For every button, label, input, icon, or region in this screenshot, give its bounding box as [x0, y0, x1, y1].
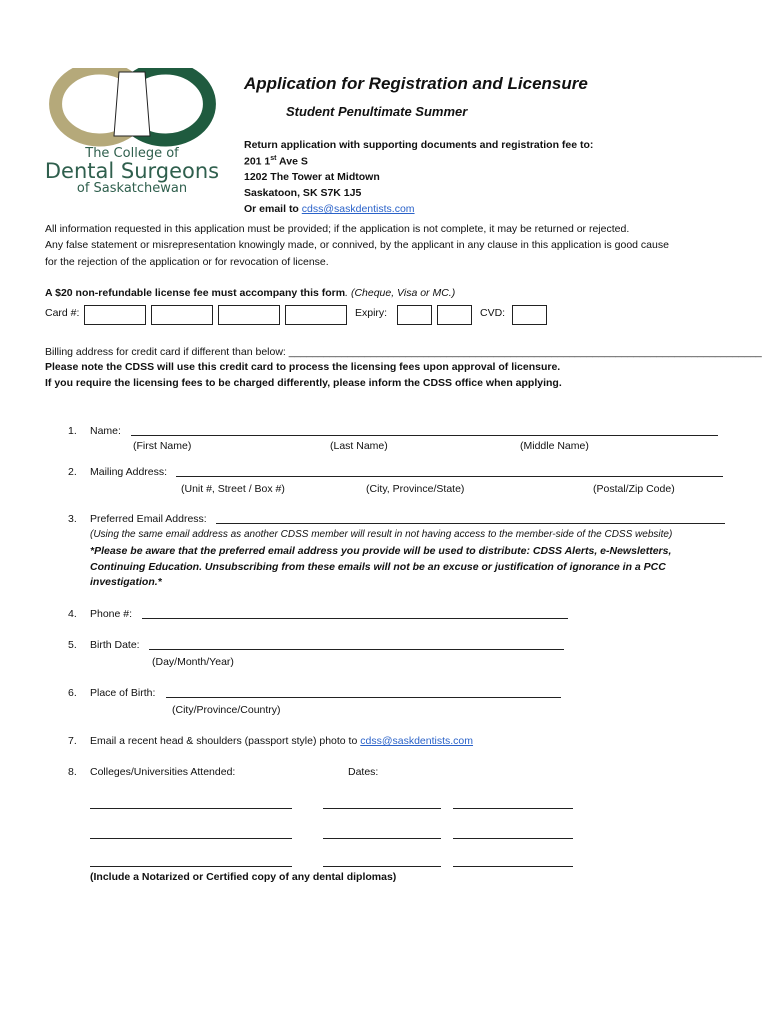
item-number-1: 1.: [68, 425, 77, 437]
cvd-label: CVD:: [480, 307, 506, 319]
birth-date-label: Birth Date:: [90, 639, 140, 651]
name-input[interactable]: [131, 435, 718, 436]
address-line2: 1202 The Tower at Midtown: [244, 171, 380, 183]
birth-date-hint: (Day/Month/Year): [152, 656, 234, 668]
card-field-3[interactable]: [218, 305, 280, 325]
email-warning1: *Please be aware that the preferred email address you provide will be used to distribute: CDSS Alerts, e-Newsletters,: [90, 545, 672, 557]
college-input-3[interactable]: [90, 866, 292, 867]
unit-hint: (Unit #, Street / Box #): [181, 483, 285, 495]
item-number-3: 3.: [68, 513, 77, 525]
item-number-2: 2.: [68, 466, 77, 478]
name-label: Name:: [90, 425, 121, 437]
card-field-1[interactable]: [84, 305, 146, 325]
logo-line2: Dental Surgeons: [44, 159, 220, 183]
item-number-4: 4.: [68, 608, 77, 620]
diploma-note: (Include a Notarized or Certified copy of any dental diplomas): [90, 871, 397, 883]
expiry-month-field[interactable]: [397, 305, 432, 325]
city-hint: (City, Province/State): [366, 483, 465, 495]
logo-line1: The College of: [85, 146, 179, 161]
place-of-birth-input[interactable]: [166, 697, 561, 698]
return-instructions: Return application with supporting documents and registration fee to:: [244, 139, 594, 151]
address-line1: 201 1st Ave S: [244, 155, 308, 168]
postal-hint: (Postal/Zip Code): [593, 483, 675, 495]
logo-line3: of Saskatchewan: [76, 181, 188, 196]
expiry-year-field[interactable]: [437, 305, 472, 325]
colleges-label: Colleges/Universities Attended:: [90, 766, 236, 778]
expiry-label: Expiry:: [355, 307, 388, 319]
cdss-logo: [32, 68, 232, 198]
date-to-input-1[interactable]: [453, 808, 573, 809]
logo-emblem: [32, 68, 232, 148]
item-number-5: 5.: [68, 639, 77, 651]
place-of-birth-hint: (City/Province/Country): [172, 704, 281, 716]
college-input-2[interactable]: [90, 838, 292, 839]
photo-email-link[interactable]: cdss@saskdentists.com: [360, 735, 474, 747]
address-line3: Saskatoon, SK S7K 1J5: [244, 187, 362, 199]
email-warning3: investigation.*: [90, 576, 162, 588]
mailing-label: Mailing Address:: [90, 466, 168, 478]
billing-note2: If you require the licensing fees to be charged differently, please inform the CDSS office when applying.: [45, 377, 562, 389]
page-subtitle: Student Penultimate Summer: [286, 104, 468, 119]
item-number-6: 6.: [68, 687, 77, 699]
item-number-8: 8.: [68, 766, 77, 778]
phone-label: Phone #:: [90, 608, 133, 620]
intro-line2: Any false statement or misrepresentation knowingly made, or connived, by the applicant in any clause in this application is good cause: [45, 239, 669, 251]
mailing-address-input[interactable]: [176, 476, 723, 477]
college-input-1[interactable]: [90, 808, 292, 809]
place-of-birth-label: Place of Birth:: [90, 687, 156, 699]
intro-line1: All information requested in this application must be provided; if the application is not complete, it may be returned or rejected.: [45, 223, 630, 235]
billing-address: Billing address for credit card if different than below: _________________________________________________________________________________: [45, 346, 762, 358]
date-from-input-2[interactable]: [323, 838, 441, 839]
phone-input[interactable]: [142, 618, 568, 619]
middle-name-hint: (Middle Name): [520, 440, 589, 452]
email-warning2: Continuing Education. Unsubscribing from these emails will not be an excuse or justification of ignorance in a PCC: [90, 561, 666, 573]
email-note: (Using the same email address as another CDSS member will result in not having access to the member-side of the CDSS website): [90, 529, 673, 540]
page-title: Application for Registration and Licensure: [244, 74, 588, 93]
date-to-input-2[interactable]: [453, 838, 573, 839]
card-label: Card #:: [45, 307, 80, 319]
email-label: Preferred Email Address:: [90, 513, 207, 525]
card-field-2[interactable]: [151, 305, 213, 325]
intro-line3: for the rejection of the application or for revocation of license.: [45, 256, 329, 268]
cvd-field[interactable]: [512, 305, 547, 325]
billing-note1: Please note the CDSS will use this credit card to process the licensing fees upon approval of licensure.: [45, 361, 561, 373]
last-name-hint: (Last Name): [330, 440, 388, 452]
email-input[interactable]: [216, 523, 725, 524]
cdss-email-link[interactable]: cdss@saskdentists.com: [301, 203, 415, 215]
photo-instruction: Email a recent head & shoulders (passport style) photo to cdss@saskdentists.com: [90, 735, 474, 747]
first-name-hint: (First Name): [133, 440, 192, 452]
card-field-4[interactable]: [285, 305, 347, 325]
dates-label: Dates:: [348, 766, 379, 778]
fee-notice: A $20 non-refundable license fee must accompany this form. (Cheque, Visa or MC.): [45, 287, 456, 299]
date-from-input-3[interactable]: [323, 866, 441, 867]
email-line: Or email to cdss@saskdentists.com: [244, 203, 415, 215]
birth-date-input[interactable]: [149, 649, 564, 650]
date-from-input-1[interactable]: [323, 808, 441, 809]
item-number-7: 7.: [68, 735, 77, 747]
date-to-input-3[interactable]: [453, 866, 573, 867]
